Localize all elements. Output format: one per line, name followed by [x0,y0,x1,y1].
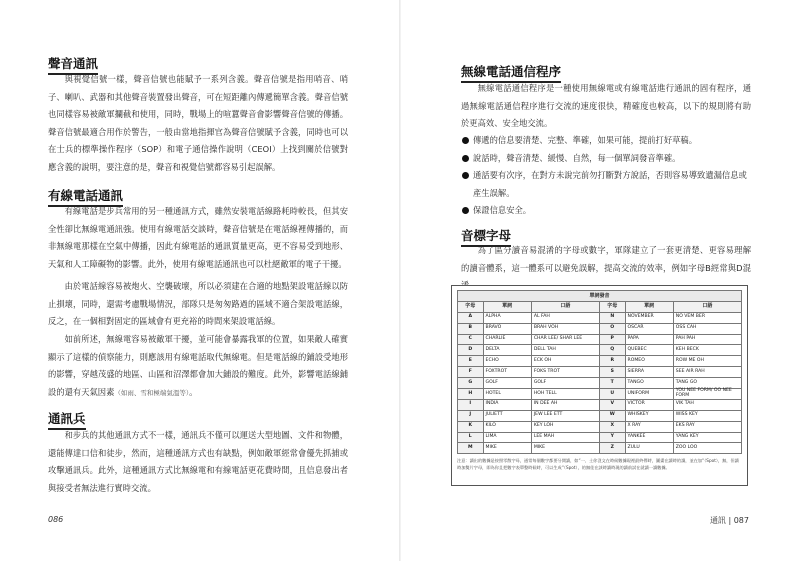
word-cell: JULIETT [483,410,531,421]
word-cell: ECHO [483,356,531,367]
word-cell: TANGO [625,378,673,389]
table-row [458,323,742,334]
left-page [0,0,399,561]
word-cell: SIERRA [625,367,673,378]
list-item: 傳遞的信息要清楚、完整、準確，如果可能，提前打好草稿。 [461,132,751,150]
spoken-cell: GOLF [531,378,599,389]
column-header: 單詞 [483,301,531,312]
column-header: 字母 [599,301,625,312]
letter-cell: K [458,421,484,432]
letter-cell: O [599,323,625,334]
word-cell: DELTA [483,345,531,356]
chapter-label: 通訊 [709,516,726,525]
paragraph-wired-telephone-1: 有線電話是步兵常用的另一種通訊方式，雖然安裝電話線路耗時較長，但其安全性卻比無線電通訊強。使用有線電話交談時，聲音信號是在電話線裡傳播的，而非無線電那樣在空氣中傳播，因此有線電話的通訊質量更高，更不容易受到地形、天氣和人工障礙物的影響。此外，使用有線電話通訊也可以杜絕敵軍的電子干擾。 [48,206,348,269]
spoken-cell: SEE AIR RAH [673,367,741,378]
word-cell: MIKE [483,443,531,454]
page-number-left: 086 [48,515,64,524]
list-item: 說話時，聲音清楚、緩慢、自然，每一個單詞發音準確。 [461,150,751,168]
letter-cell: B [458,323,484,334]
table-row [458,432,742,443]
letter-cell: C [458,334,484,345]
table-title: 單詞發音 [458,291,742,302]
list-item: 通話要有次序，在對方未說完前勿打斷對方說話，否則容易導致遺漏信息或產生誤解。 [461,167,751,202]
letter-cell: F [458,367,484,378]
spoken-cell: ECK OH [531,356,599,367]
heading-radio-procedure: 無線電話通信程序 [461,62,561,83]
phonetic-table-box [451,285,748,486]
table-row [458,410,742,421]
word-cell: LIMA [483,432,531,443]
spoken-cell: FOKS TROT [531,367,599,378]
page-folio-right: 通訊 | 087 [709,516,749,525]
letter-cell: V [599,399,625,410]
spoken-cell: LEE MAH [531,432,599,443]
word-cell: FOXTROT [483,367,531,378]
word-cell: PAPA [625,334,673,345]
spoken-cell: HOH TELL [531,389,599,400]
word-cell: INDIA [483,399,531,410]
letter-cell: Q [599,345,625,356]
spoken-cell: IN DEE AH [531,399,599,410]
word-cell: VICTOR [625,399,673,410]
word-cell: UNIFORM [625,389,673,400]
letter-cell: M [458,443,484,454]
paragraph-wired-telephone-3-text: 如前所述，無線電容易被敵軍干擾，並可能會暴露我軍的位置，如果敵人確實顯示了這樣的偵察能力，則應該用有線電話取代無線電。但是電話線的鋪設受地形的影響，穿越茂盛的地區、山區和沼澤都會加大鋪設的難度。此外，影響電話線鋪設的還有天氣因素 [48,334,348,397]
letter-cell: H [458,389,484,400]
table-note: 注意：讀出的數據是按照零散字母，通常每個數字都要分開讀，如“一、土你沒文在時候數據現裡最終傳時，圖畫在讀時的讀，並在加“（Spot），無，但讀時加雙片字母，即為你且把數字表單整時候時，可以生成“（Spot），的無佳在該時讀時現的讀前試在就讀一讀數據。 [457,458,739,470]
table-row [458,345,742,356]
column-header: 口語 [531,301,599,312]
word-cell: ALPHA [483,312,531,323]
spoken-cell: EKS RAY [673,421,741,432]
spoken-cell: YANG KEY [673,432,741,443]
word-cell: OSCAR [625,323,673,334]
spoken-cell: OSS CAH [673,323,741,334]
letter-cell: Y [599,432,625,443]
table-title-row [458,291,742,302]
letter-cell: X [599,421,625,432]
spoken-cell: BRAH VOH [531,323,599,334]
right-page [401,0,799,561]
column-header: 口語 [673,301,741,312]
letter-cell: P [599,334,625,345]
spoken-cell: ZOO LOO [673,443,741,454]
letter-cell: L [458,432,484,443]
paragraph-radio-procedure: 無線電話通信程序是一種使用無線電或有線電話進行通訊的固有程序，通過無線電話通信程序進行交流的速度很快，精確度也較高，以下的規則將有助於更高效、安全地交流。 [461,83,751,128]
word-cell: NOVEMBER [625,312,673,323]
spoken-cell: NO VEM BER [673,312,741,323]
paragraph-phonetic-alphabet: 為了區分讀音易混淆的字母或數字，軍隊建立了一套更清楚、更容易理解的讀音體系，這一體系可以避免誤解，提高交流的效率，例如字母B經常與D混 [461,245,751,273]
list-item: 保證信息安全。 [461,202,751,220]
word-cell: HOTEL [483,389,531,400]
letter-cell: R [599,356,625,367]
word-cell: QUEBEC [625,345,673,356]
word-cell: BRAVO [483,323,531,334]
spoken-cell: YOU NEE FORM/ OO NEE FORM [673,389,741,400]
paragraph-end-mark: 。 [189,386,198,397]
spoken-cell: KEY LOH [531,421,599,432]
table-body [458,312,742,454]
heading-phonetic-alphabet: 音標字母 [461,226,511,247]
spoken-cell: TANG GO [673,378,741,389]
heading-sound-communication: 聲音通訊 [48,54,98,75]
paragraph-sound-communication: 與視覺信號一樣，聲音信號也能賦予一系列含義。聲音信號是指用哨音、哨子、喇叭、武器和其他聲音裝置發出聲音，可在短距離內傳遞簡單含義。聲音信號也同樣容易被敵軍攔截和使用，同時，戰場上的喧囂聲音會影響聲音信號的傳播。聲音信號最適合用作於警告，一般由當地指揮官為聲音信號賦予含義，同時也可以在士兵的標準操作程序（SOP）和電子通信操作說明（CEOI）上找到關於信號對應含義的說明，要注意的是，聲音和視覺信號都容易引起誤解。 [48,74,348,172]
column-header: 單詞 [625,301,673,312]
letter-cell: N [599,312,625,323]
table-row [458,399,742,410]
table-row [458,334,742,345]
heading-wired-telephone: 有線電話通訊 [48,186,123,207]
word-cell: YANKEE [625,432,673,443]
word-cell: GOLF [483,378,531,389]
word-cell: CHARLIE [483,334,531,345]
letter-cell: E [458,356,484,367]
table-row [458,421,742,432]
spoken-cell: MIKE [531,443,599,454]
spoken-cell: DELL TAH [531,345,599,356]
table-row [458,367,742,378]
letter-cell: D [458,345,484,356]
spoken-cell: AL FAH [531,312,599,323]
paragraph-wired-telephone-2: 由於電話線容易被炮火、空襲破壞，所以必須建在合適的地點架設電話線以防止損壞，同時，還需考慮戰場情況，部隊只是匆匆路過的區域不適合架設電話線，反之，在一個相對固定的區域會有更充裕的時間來架設電話線。 [48,281,348,326]
table-header-row [458,301,742,312]
radio-rules-list [461,132,751,220]
letter-cell: S [599,367,625,378]
table-row [458,389,742,400]
column-header: 字母 [458,301,484,312]
spoken-cell: KEH BECK [673,345,741,356]
phonetic-alphabet-table [457,290,742,454]
letter-cell: T [599,378,625,389]
heading-messenger: 通訊兵 [48,409,86,430]
spoken-cell: WISS KEY [673,410,741,421]
spoken-cell: CHAR LEE/ SHAR LEE [531,334,599,345]
letter-cell: W [599,410,625,421]
table-row [458,378,742,389]
spoken-cell: VIK TAH [673,399,741,410]
table-row [458,443,742,454]
word-cell: X RAY [625,421,673,432]
letter-cell: Z [599,443,625,454]
letter-cell: J [458,410,484,421]
letter-cell: I [458,399,484,410]
spoken-cell: PAH PAH [673,334,741,345]
letter-cell: U [599,389,625,400]
paragraph-messenger: 和步兵的其他通訊方式不一樣，通訊兵不僅可以運送大型地圖、文件和物體，還能傳達口信和徒步，然而，這種通訊方式也有缺點，例如敵軍經常會優先抓捕或攻擊通訊兵。此外，這種通訊方式比無線電和有線電話更花費時間，且信息發出者與接受者無法進行實時交流。 [48,430,348,493]
weather-factors-note: （如雨、雪和極端氣溫等） [114,388,190,397]
spoken-cell: ROW ME OH [673,356,741,367]
word-cell: ZULU [625,443,673,454]
word-cell: ROMEO [625,356,673,367]
spoken-cell: JEW LEE ETT [531,410,599,421]
letter-cell: G [458,378,484,389]
page-number-right: 087 [733,516,749,525]
word-cell: WHISKEY [625,410,673,421]
paragraph-wired-telephone-3 [48,331,348,402]
table-row [458,312,742,323]
table-row [458,356,742,367]
letter-cell: A [458,312,484,323]
word-cell: KILO [483,421,531,432]
